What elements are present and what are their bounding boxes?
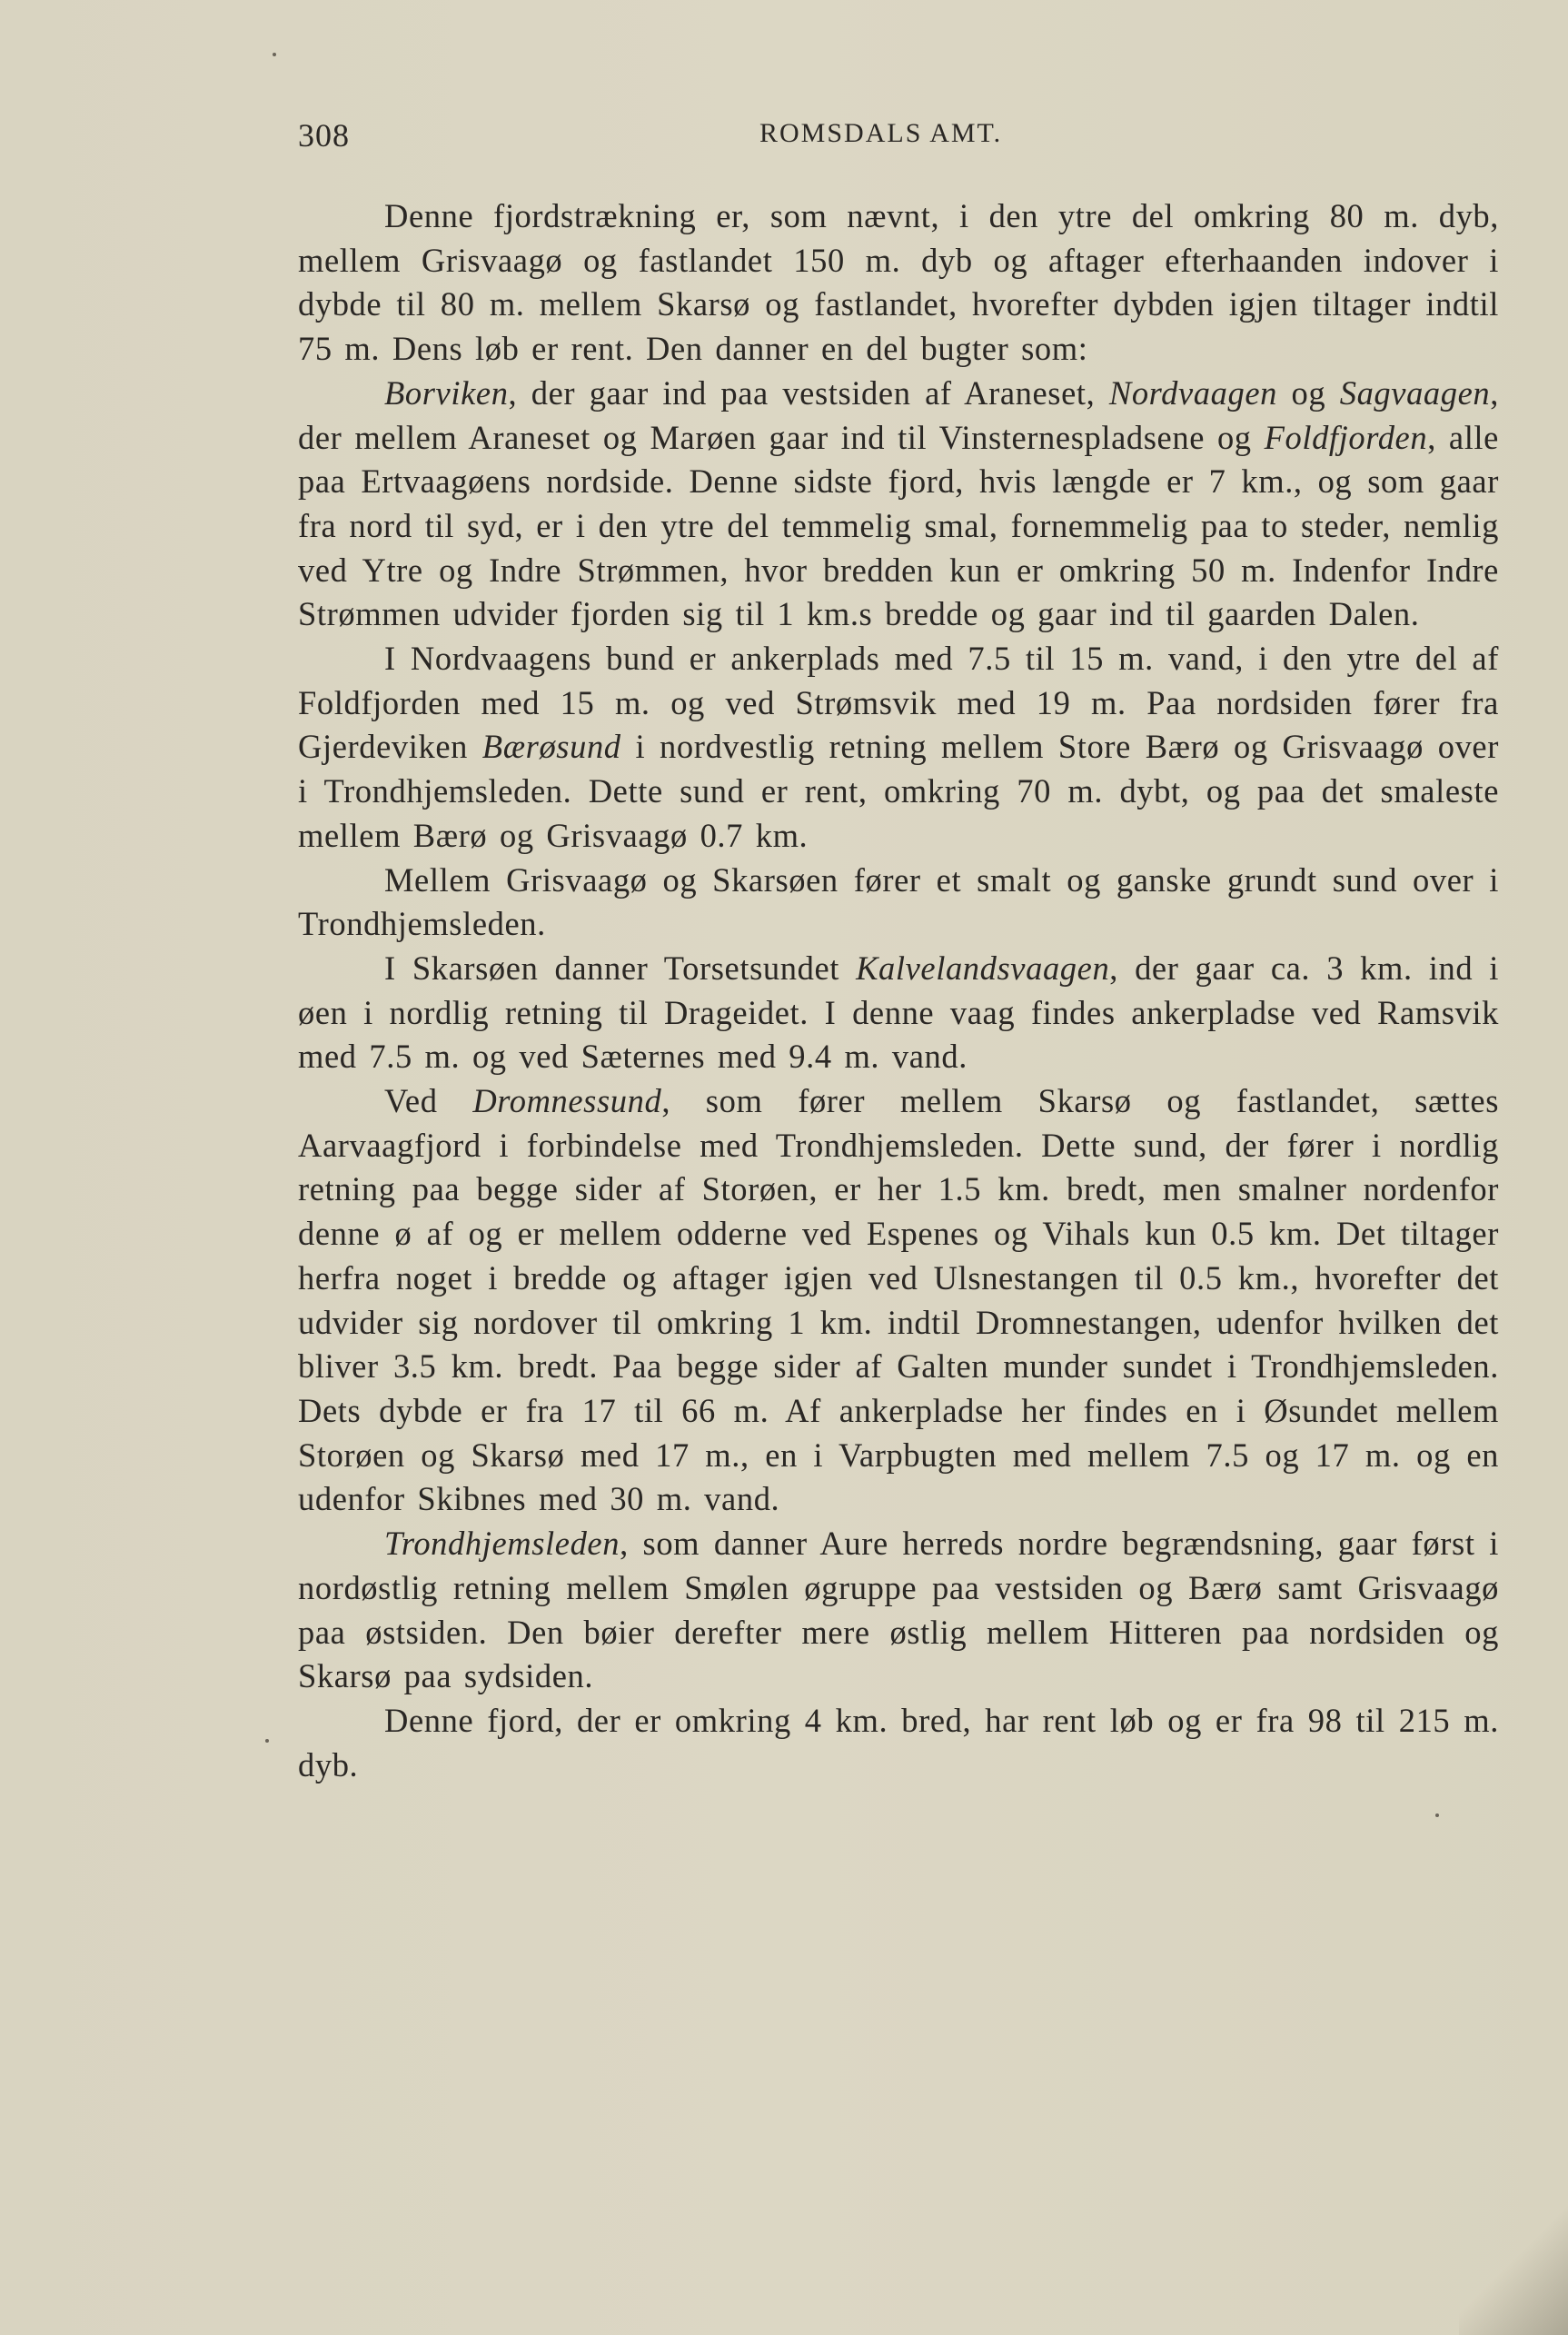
italic-place-name: Bærøsund: [481, 728, 621, 766]
italic-place-name: Foldfjorden: [1264, 418, 1428, 456]
page-header: [298, 116, 1388, 162]
running-head: ROMSDALS AMT.: [759, 118, 1003, 148]
text-run: , der gaar ca. 3 km. ind i øen i nordlig retning til Drageidet. I denne vaag findes ankerpladse ved Ramsvik med 7.5 m. og ved Sæternes med 9.4 m. vand.: [298, 949, 1499, 1076]
speck-mark: [1435, 1813, 1439, 1817]
text-run: I Skarsøen danner Torsetsundet: [384, 949, 857, 987]
paragraph: [298, 947, 1499, 1079]
text-run: I Nordvaagens bund er ankerplads med 7.5 til 15 m. vand, i den ytre del af Foldfjorden med 15 m. og ved Strømsvik med 19 m. Paa nordsiden fører fra Gjerdeviken: [298, 640, 1499, 766]
text-run: Mellem Grisvaagø og Skarsøen fører et smalt og ganske grundt sund over i Trondhjemsleden.: [298, 860, 1499, 943]
italic-place-name: Borviken: [384, 373, 509, 412]
text-run: , som fører mellem Skarsø og fastlandet, sættes Aarvaagfjord i forbindelse med Trondhjemsleden. Dette sund, der fører i nordlig retning paa begge sider af Storøen, er her 1.5 km. bredt, men smalner nordenfor denne ø af og er mellem odderne ved Espenes og Vihals kun 0.5 km. Det tiltager herfra noget i bredde og aftager igjen ved Ulsnestangen til 0.5 km., hvorefter det udvider sig nordover til omkring 1 km. indtil Dromnestangen, udenfor hvilken det bliver 3.5 km. bredt. Paa begge sider af Galten munder sundet i Trondhjemsleden. Dets dybde er fra 17 til 66 m. Af ankerpladse her findes en i Øsundet mellem Storøen og Skarsø med 17 m., en i Varpbugten med mellem 7.5 og 17 m. og en udenfor Skibnes med 30 m. vand.: [298, 1082, 1499, 1518]
paragraph: [298, 1079, 1499, 1522]
text-run: , der gaar ind paa vestsiden af Araneset,: [508, 373, 1109, 412]
paragraph: [298, 372, 1499, 637]
body-text: [298, 194, 1499, 1787]
text-run: , alle paa Ertvaagøens nordside. Denne sidste fjord, hvis længde er 7 km., og som gaar fra nord til syd, er i den ytre del temmelig smal, fornemmelig paa to steder, nemlig ved Ytre og Indre Strømmen, hvor bredden kun er omkring 50 m. Indenfor Indre Strømmen udvider fjorden sig til 1 km.s bredde og gaar ind til gaarden Dalen.: [298, 418, 1499, 633]
text-run: og: [1276, 373, 1340, 412]
page-number: 308: [298, 117, 350, 154]
italic-place-name: Kalvelandsvaagen: [856, 949, 1110, 987]
text-run: i nordvestlig retning mellem Store Bærø og Grisvaagø over i Trondhjemsleden. Dette sund er rent, omkring 70 m. dybt, og paa det smaleste mellem Bærø og Grisvaagø 0.7 km.: [298, 728, 1499, 854]
paragraph: [298, 859, 1499, 947]
text-run: Ved: [384, 1082, 473, 1120]
paragraph: [298, 194, 1499, 372]
text-run: , der mellem Araneset og Marøen gaar ind til Vinsternespladsene og: [298, 373, 1500, 456]
paragraph: [298, 1522, 1499, 1699]
italic-place-name: Dromnessund: [472, 1082, 662, 1120]
italic-place-name: Sagvaagen: [1339, 373, 1491, 412]
paragraph: [298, 1699, 1499, 1787]
italic-place-name: Trondhjemsleden: [384, 1525, 620, 1563]
page-edge-shadow: [1459, 2153, 1568, 2335]
italic-place-name: Nordvaagen: [1108, 373, 1277, 412]
text-run: , som danner Aure herreds nordre begrændsning, gaar først i nordøstlig retning mellem Smølen øgruppe paa vestsiden og Bærø samt Grisvaagø paa østsiden. Den bøier derefter mere østlig mellem Hitteren paa nordsiden og Skarsø paa sydsiden.: [298, 1525, 1499, 1695]
paragraph: [298, 637, 1499, 859]
text-run: Denne fjordstrækning er, som nævnt, i den ytre del omkring 80 m. dyb, mellem Grisvaagø og fastlandet 150 m. dyb og aftager efterhaanden indover i dybde til 80 m. mellem Skarsø og fastlandet, hvorefter dybden igjen tiltager indtil 75 m. Dens løb er rent. Den danner en del bugter som:: [298, 197, 1499, 368]
speck-mark: [265, 1739, 269, 1743]
text-run: Denne fjord, der er omkring 4 km. bred, har rent løb og er fra 98 til 215 m. dyb.: [298, 1701, 1499, 1784]
speck-mark: [273, 53, 276, 56]
